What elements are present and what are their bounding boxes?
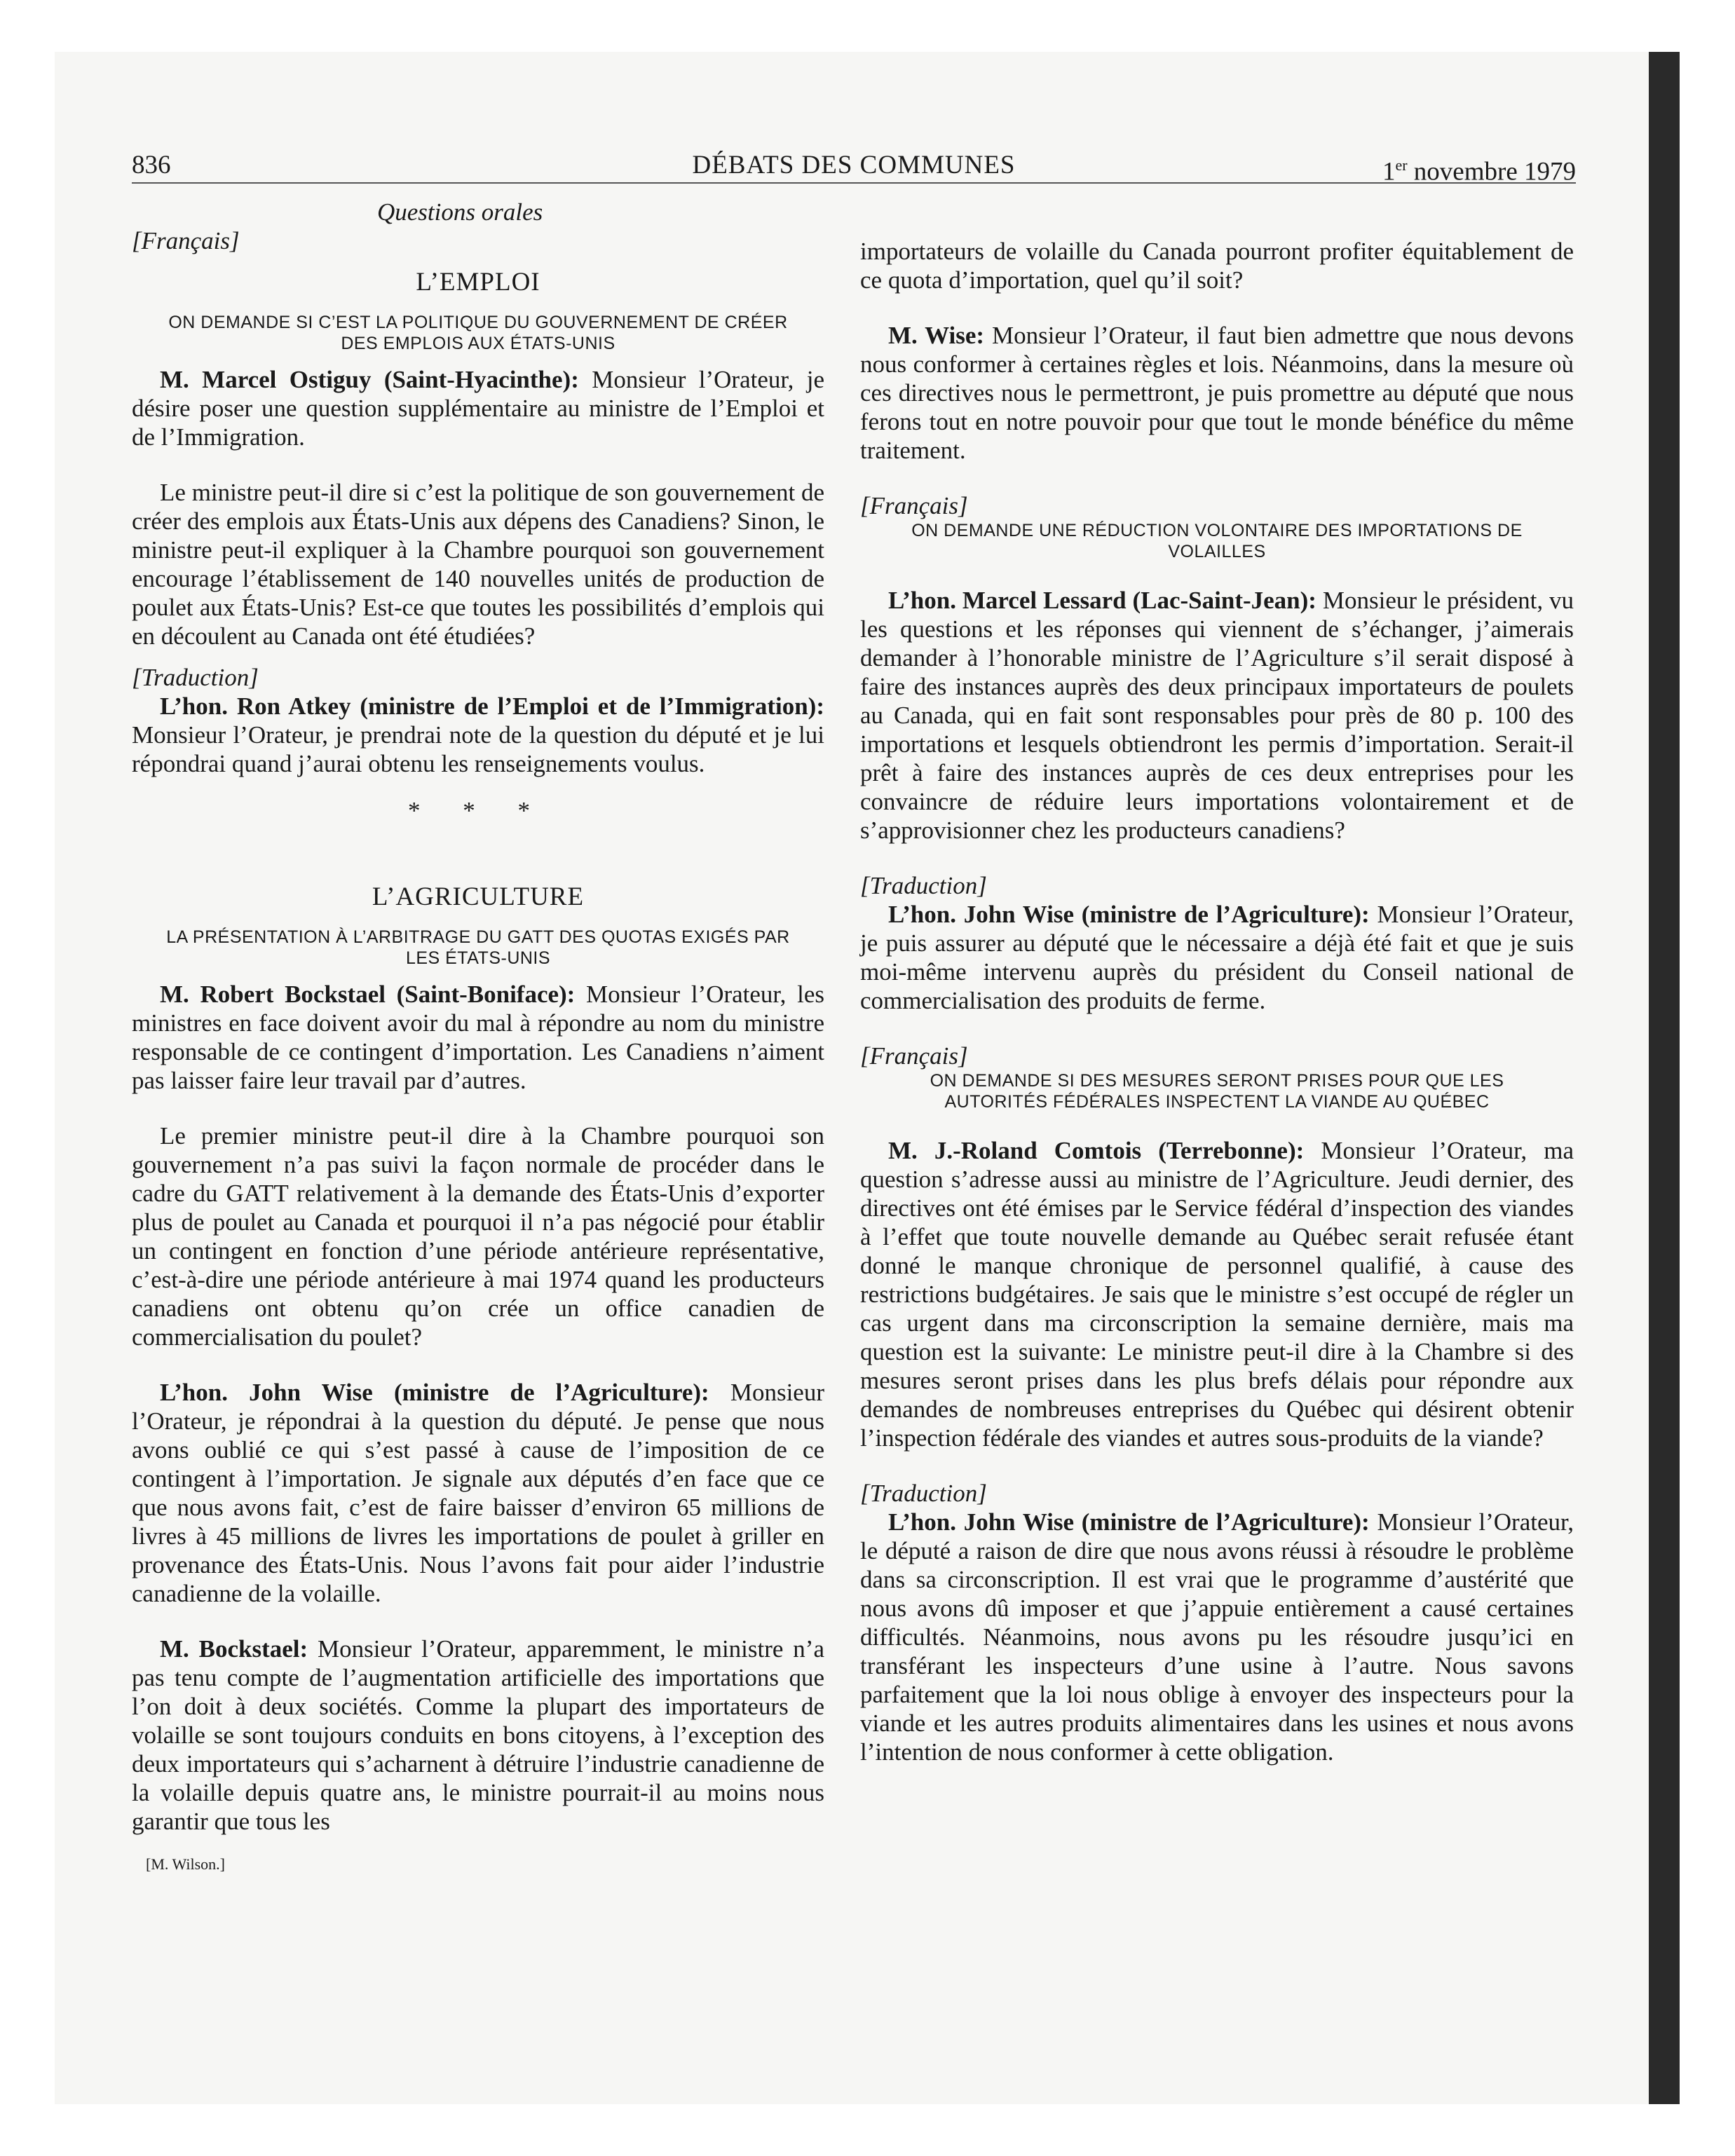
language-marker: [Traduction] xyxy=(860,872,987,899)
page-date xyxy=(1382,149,1576,189)
paragraph-text: Monsieur l’Orateur, les ministres en face doivent avoir du mal à répondre au nom du ministre responsable de ce contingent d’importation. Les Canadiens n’aiment pas laisser faire leur travail par d’autres. xyxy=(132,981,824,1094)
paragraph: importateurs de volaille du Canada pourront profiter équitablement de ce quota d’importation, quel qu’il soit? xyxy=(860,238,1574,294)
paragraph: Le ministre peut-il dire si c’est la politique de son gouvernement de créer des emplois aux États-Unis aux dépens des Canadiens? Sinon, le ministre peut-il expliquer à la Chambre pourquoi son gouvernement encourage l’établissement de 140 nouvelles unités de production de poulet aux États-Unis? Est-ce que toutes les possibilités d’emplois qui en découlent au Canada ont été étudiées? xyxy=(132,479,824,650)
paragraph-text: Monsieur le président, vu les questions et les réponses qui viennent de s’échanger, j’aimerais demander à l’honorable ministre de l’Agriculture s’il serait disposé à faire des instances auprès des deux principaux importateurs de poulets au Canada, qui en fait sont responsables pour près de 80 p. 100 des importations et lesquels obtiendront les permis d’importation. Serait-il prêt à faire des instances auprès de ces deux entreprises pour les convaincre de réduire leurs importations volontairement et de s’approvisionner chez les producteurs canadiens? xyxy=(860,587,1574,844)
language-marker: [Traduction] xyxy=(132,664,259,691)
section-label: Questions orales xyxy=(377,198,543,226)
speaker-name: L’hon. John Wise (ministre de l’Agriculture): xyxy=(160,1379,709,1406)
speaker-name: L’hon. John Wise (ministre de l’Agriculture): xyxy=(888,901,1370,928)
speaker-name: L’hon. John Wise (ministre de l’Agriculture): xyxy=(888,1508,1370,1536)
section-heading-agriculture: L’AGRICULTURE xyxy=(372,882,585,911)
language-marker: [Français] xyxy=(132,227,240,254)
paragraph-text: Monsieur l’Orateur, je puis assurer au député que le nécessaire a déjà été fait et que je suis moi-même intervenu auprès du président du Conseil national de commercialisation des produits de ferme. xyxy=(860,901,1574,1014)
paragraph-text: Monsieur l’Orateur, je répondrai à la question du député. Je pense que nous avons oublié ce qui s’est passé à cause de l’imposition de ce contingent à l’importation. Je signale aux députés d’en face que ce que nous avons fait, c’est de faire baisser d’environ 65 millions de livres à 45 millions de livres les importations de poulet à griller en provenance des États-Unis. Nous l’avons fait pour aider l’industrie canadienne de la volaille. xyxy=(132,1379,824,1607)
left-column xyxy=(132,198,824,1878)
date-ordinal: er xyxy=(1395,156,1408,174)
paragraph: Le premier ministre peut-il dire à la Chambre pourquoi son gouvernement n’a pas suivi la façon normale de procéder dans le cadre du GATT relativement à la demande des États-Unis d’exporter plus de poulet au Canada et pourquoi il n’a pas négocié pour établir un contingent en fonction d’une période antérieure représentative, c’est-à-dire une période antérieure à mai 1974 quand les producteurs canadiens ont obtenu qu’on crée un office canadien de commercialisation du poulet? xyxy=(132,1122,824,1351)
language-marker: [Français] xyxy=(860,492,968,519)
speaker-name: M. Bockstael: xyxy=(160,1635,308,1663)
paragraph xyxy=(860,1508,1574,1766)
speaker-name: M. Marcel Ostiguy (Saint-Hyacinthe): xyxy=(160,366,579,393)
running-head xyxy=(132,149,1576,184)
paragraph xyxy=(132,692,824,778)
paragraph xyxy=(860,900,1574,1015)
footnote: [M. Wilson.] xyxy=(146,1855,225,1873)
section-separator: * * * xyxy=(408,797,548,824)
paragraph-text: Monsieur l’Orateur, le député a raison de dire que nous avons réussi à résoudre le problème dans sa circonscription. Il est vrai que le programme d’austérité que nous avons dû imposer et que j’appuie entièrement a causé certaines difficultés. Néanmoins, nous avons pu les résoudre jusqu’ici en transférant les inspecteurs d’une usine à l’autre. Nous savons parfaitement que la loi nous oblige à envoyer des inspecteurs pour la viande et les autres produits alimentaires dans les usines et nous avons l’intention de nous conformer à cette obligation. xyxy=(860,1508,1574,1766)
language-marker: [Français] xyxy=(860,1042,968,1070)
paragraph xyxy=(860,586,1574,845)
date-day: 1 xyxy=(1382,157,1396,186)
subheading: ON DEMANDE SI C’EST LA POLITIQUE DU GOUVERNEMENT DE CRÉER DES EMPLOIS AUX ÉTATS-UNIS xyxy=(168,313,788,353)
speaker-name: L’hon. Ron Atkey (ministre de l’Emploi et de l’Immigration): xyxy=(160,692,824,720)
right-column xyxy=(860,237,1574,1766)
paragraph xyxy=(132,1378,824,1608)
subheading: LA PRÉSENTATION À L’ARBITRAGE DU GATT DES QUOTAS EXIGÉS PAR LES ÉTATS-UNIS xyxy=(166,927,790,968)
language-marker: [Traduction] xyxy=(860,1480,987,1507)
speaker-name: M. Robert Bockstael (Saint-Boniface): xyxy=(160,981,576,1008)
paragraph xyxy=(860,321,1574,465)
speaker-name: M. J.-Roland Comtois (Terrebonne): xyxy=(888,1137,1305,1164)
paragraph xyxy=(132,980,824,1095)
paragraph-text: Monsieur l’Orateur, je désire poser une question supplémentaire au ministre de l’Emploi et de l’Immigration. xyxy=(132,366,824,451)
date-month-year: novembre 1979 xyxy=(1407,157,1576,186)
subheading: ON DEMANDE SI DES MESURES SERONT PRISES POUR QUE LES AUTORITÉS FÉDÉRALES INSPECTENT LA VIANDE AU QUÉBEC xyxy=(930,1071,1504,1112)
speaker-name: L’hon. Marcel Lessard (Lac-Saint-Jean): xyxy=(888,587,1316,614)
paragraph-text: Monsieur l’Orateur, ma question s’adresse aussi au ministre de l’Agriculture. Jeudi dernier, des directives ont été émises par le Service fédéral d’inspection des viandes à l’effet que toute nouvelle demande au Québec serait refusée étant donné le manque chronique de personnel qualifié, à cause des restrictions budgétaires. Je sais que le ministre s’est occupé de régler un cas urgent dans ma circonscription la semaine dernière, mais ma question est la suivante: Le ministre peut-il dire à la Chambre si des mesures seront prises dans les plus brefs délais pour répondre aux demandes de nombreuses entreprises du Québec qui désirent obtenir l’inspection fédérale des viandes et autres sous-produits de la viande? xyxy=(860,1137,1574,1452)
paragraph xyxy=(132,1635,824,1836)
paragraph-text: Monsieur l’Orateur, apparemment, le ministre n’a pas tenu compte de l’augmentation artificielle des importations que l’on doit à deux sociétés. Comme la plupart des importateurs de volaille se sont toujours conduits en bons citoyens, à l’exception des deux importateurs qui s’acharnent à détruire l’industrie canadienne de la volaille depuis quatre ans, le ministre pourrait-il au moins nous garantir que tous les xyxy=(132,1635,824,1835)
speaker-name: M. Wise: xyxy=(888,322,985,349)
section-heading-emploi: L’EMPLOI xyxy=(416,268,540,296)
scan-edge-strip xyxy=(1649,52,1680,2104)
paragraph xyxy=(132,365,824,451)
paragraph-text: Monsieur l’Orateur, il faut bien admettre que nous devons nous conformer à certaines règles et lois. Néanmoins, dans la mesure où ces directives nous le permettront, je puis promettre au député que nous ferons tout en notre pouvoir pour que tout le monde bénéfice du même traitement. xyxy=(860,322,1574,464)
publication-title: DÉBATS DES COMMUNES xyxy=(692,151,1016,179)
paragraph-text: Monsieur l’Orateur, je prendrai note de la question du député et je lui répondrai quand j’aurai obtenu les renseignements voulus. xyxy=(132,721,824,777)
page-number: 836 xyxy=(132,151,171,179)
subheading: ON DEMANDE UNE RÉDUCTION VOLONTAIRE DES IMPORTATIONS DE VOLAILLES xyxy=(911,521,1523,561)
paragraph xyxy=(860,1136,1574,1452)
